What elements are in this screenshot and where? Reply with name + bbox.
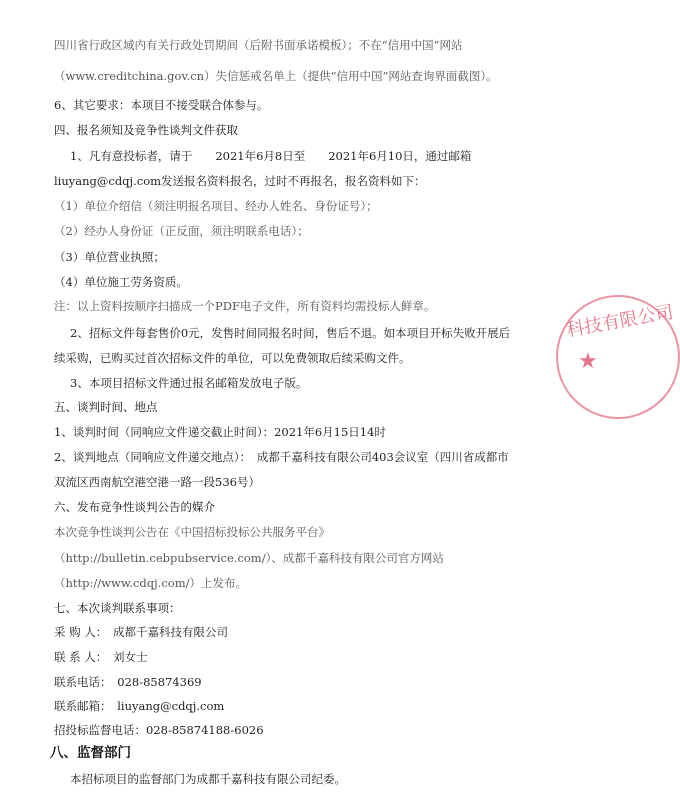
section-heading: 八、监督部门 — [50, 745, 131, 761]
section-heading: 五、谈判时间、地点 — [54, 400, 158, 414]
text-line: 续采购，已购买过首次招标文件的单位，可以免费领取后续采购文件。 — [54, 351, 411, 365]
text-line: 双流区西南航空港空港一路一段536号） — [54, 475, 260, 489]
seal-star-icon: ★ — [578, 349, 598, 374]
text-line: 1、凡有意投标者，请于 2021年6月8日至 2021年6月10日，通过邮箱 — [70, 149, 472, 163]
text-line: 本招标项目的监督部门为成都千嘉科技有限公司纪委。 — [70, 772, 346, 786]
text-line: （4）单位施工劳务资质。 — [54, 275, 188, 289]
section-heading: 七、本次谈判联系事项： — [54, 601, 181, 615]
text-line: 采 购 人： 成都千嘉科技有限公司 — [54, 625, 229, 639]
text-line: 四川省行政区域内有关行政处罚期间（后附书面承诺模板）；不在“信用中国”网站 — [54, 38, 463, 52]
text-line: 2、招标文件每套售价0元，发售时间同报名时间，售后不退。如本项目开标失败开展后 — [70, 326, 511, 340]
text-line: 2、谈判地点（同响应文件递交地点）： 成都千嘉科技有限公司403会议室（四川省成都市 — [54, 450, 509, 464]
text-line: （2）经办人身份证（正反面，须注明联系电话）； — [54, 224, 309, 238]
text-line: 1、谈判时间（同响应文件递交截止时间）：2021年6月15日14时 — [54, 425, 386, 439]
text-line: 联系电话： 028-85874369 — [54, 675, 202, 689]
text-line: 联系邮箱： liuyang@cdqj.com — [54, 699, 225, 713]
text-line: 招投标监督电话：028-85874188-6026 — [54, 723, 264, 737]
text-line: （http://www.cdqj.com/）上发布。 — [54, 576, 247, 590]
text-line: 3、本项目招标文件通过报名邮箱发放电子版。 — [70, 376, 308, 390]
text-line: （3）单位营业执照； — [54, 250, 165, 264]
section-heading: 四、报名须知及竞争性谈判文件获取 — [54, 123, 238, 137]
text-line: （www.creditchina.gov.cn）失信惩戒名单上（提供“信用中国”网站查询界面截图）。 — [54, 69, 498, 83]
text-line: liuyang@cdqj.com发送报名资料报名，过时不再报名，报名资料如下： — [54, 174, 426, 188]
text-line: 6、其它要求：本项目不接受联合体参与。 — [54, 98, 269, 112]
text-line: （1）单位介绍信（须注明报名项目、经办人姓名、身份证号）； — [54, 199, 378, 213]
text-line: （http://bulletin.cebpubservice.com/）、成都千嘉科技有限公司官方网站 — [54, 551, 444, 565]
company-seal-stamp — [556, 295, 680, 419]
text-line: 本次竞争性谈判公告在《中国招标投标公共服务平台》 — [54, 525, 330, 539]
seal-text: 科技有限公司 — [564, 301, 675, 342]
text-line: 联 系 人： 刘女士 — [54, 650, 148, 664]
section-heading: 六、发布竞争性谈判公告的媒介 — [54, 500, 215, 514]
text-line: 注：以上资料按顺序扫描成一个PDF电子文件，所有资料均需投标人鲜章。 — [54, 299, 436, 313]
